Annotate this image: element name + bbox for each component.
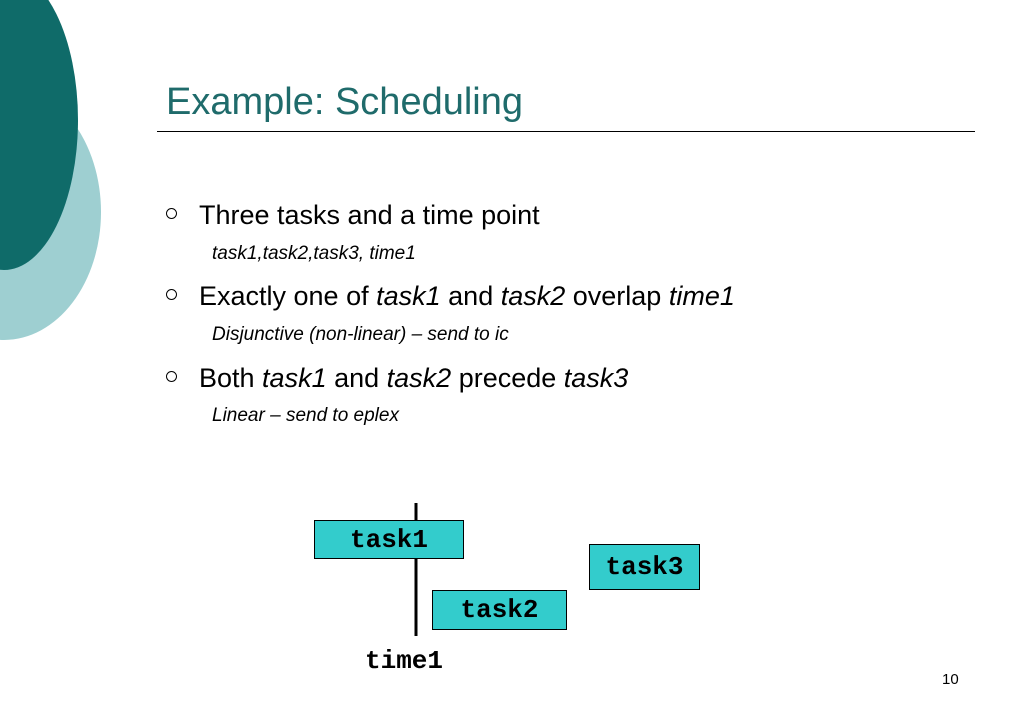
bullet-text: Three tasks and a time point bbox=[199, 200, 540, 230]
task2-box: task2 bbox=[432, 590, 567, 630]
sub-bullet-text: task1,task2,task3, time1 bbox=[212, 243, 416, 264]
bullet-text: Both task1 and task2 precede task3 bbox=[199, 363, 629, 393]
time-point-label: time1 bbox=[365, 646, 444, 676]
sub-bullet-text: Linear – send to eplex bbox=[212, 405, 399, 426]
page-number: 10 bbox=[942, 671, 959, 688]
sub-bullet-text: Disjunctive (non-linear) – send to ic bbox=[212, 324, 509, 345]
bullet-text: Exactly one of task1 and task2 overlap time1 bbox=[199, 281, 735, 311]
slide-title: Example: Scheduling bbox=[166, 81, 523, 123]
task1-box: task1 bbox=[314, 520, 464, 559]
task3-box: task3 bbox=[589, 544, 700, 590]
